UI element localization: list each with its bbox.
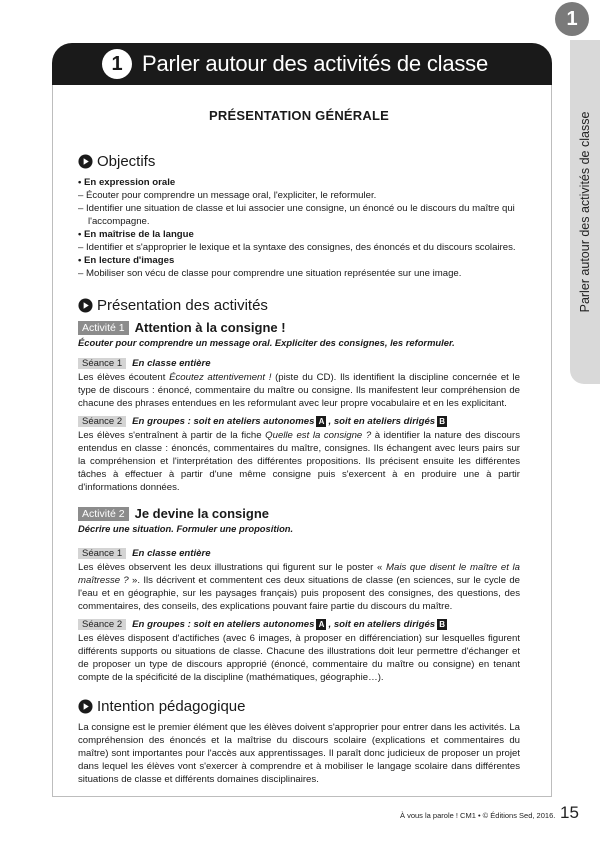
- activites-heading: Présentation des activités: [78, 297, 520, 314]
- presentation-title: PRÉSENTATION GÉNÉRALE: [209, 108, 389, 123]
- atelier-a-badge: A: [316, 619, 326, 630]
- objectif-item: – Identifier une situation de classe et lui associer une consigne, un énoncé ou le discours du maître qui l'accompagne.: [78, 203, 515, 227]
- seance-header: [78, 619, 520, 630]
- activity-title: Attention à la consigne !: [134, 320, 286, 335]
- page-number: 15: [560, 803, 579, 822]
- activity-1-header: [78, 320, 520, 335]
- objectif-group-heading: • En maîtrise de la langue: [78, 229, 194, 240]
- chapter-header: [52, 43, 552, 85]
- objectifs-list: [78, 176, 520, 280]
- seance-text: Les élèves écoutent Écoutez attentivement ! (piste du CD). Ils identifient la discipline concernée et le type de discours : énoncé, commentaire du maître ou consigne. Ils manifestent leur compréhension de chacune des phrases entendues en les reformulant avec leur propre vocabulaire et en les explicitant.: [78, 372, 520, 409]
- play-circle-icon: [78, 699, 93, 714]
- objectif-item: – Identifier et s'approprier le lexique et la syntaxe des consignes, des énoncés et du discours scolaires.: [78, 242, 516, 253]
- seance-tag: Séance 2: [78, 619, 126, 630]
- chapter-title: Parler autour des activités de classe: [142, 51, 488, 76]
- play-circle-icon: [78, 298, 93, 313]
- activity-title: Je devine la consigne: [134, 506, 269, 521]
- activity-tag: Activité 2: [78, 507, 129, 521]
- seance-tag: Séance 1: [78, 358, 126, 369]
- seance-title: En classe entière: [132, 548, 211, 559]
- intention-text: La consigne est le premier élément que les élèves doivent s'approprier pour entrer dans les activités. La compréhension des énoncés et la maîtrise du discours scolaire (explications et commentaires du maître) sont importantes pour l'accès aux apprentissages. Il paraît donc judicieux de proposer un projet dans lequel les élèves vont s'exercer à comprendre et à mobiliser le langage scolaire dans différentes situations de classe et différents domaines disciplinaires.: [78, 722, 520, 785]
- activity-subtitle: Décrire une situation. Formuler une proposition.: [78, 523, 294, 534]
- activity-tag: Activité 1: [78, 321, 129, 335]
- objectifs-heading: Objectifs: [78, 153, 520, 170]
- corner-number-badge: 1: [555, 2, 589, 36]
- intention-heading: Intention pédagogique: [78, 698, 520, 715]
- seance-title: En groupes : soit en ateliers autonomes A , soit en ateliers dirigés B: [132, 619, 449, 630]
- seance-header: [78, 548, 520, 559]
- chapter-number: 1: [102, 49, 132, 79]
- seance-title: En groupes : soit en ateliers autonomes A , soit en ateliers dirigés B: [132, 416, 449, 427]
- footer-credit: À vous la parole ! CM1 • © Éditions Sed, 2016.: [400, 811, 556, 820]
- seance-text: Les élèves observent les deux illustrations qui figurent sur le poster « Mais que disent le maître et la maîtresse ? ». Ils décrivent et commentent ces deux situations de classe (en sciences, sur le cycle de l'eau et en géographie, sur les paysages français) puis proposent des consignes, des questions, des commentaires, des conseils, des explications pouvant faire partie du discours du maître.: [78, 562, 520, 612]
- objectif-group-heading: • En expression orale: [78, 177, 176, 188]
- activity-subtitle: Écouter pour comprendre un message oral. Expliciter des consignes, les reformuler.: [78, 337, 455, 348]
- seance-header: [78, 358, 520, 369]
- seance-tag: Séance 1: [78, 548, 126, 559]
- play-circle-icon: [78, 154, 93, 169]
- seance-tag: Séance 2: [78, 416, 126, 427]
- objectif-group-heading: • En lecture d'images: [78, 255, 175, 266]
- atelier-a-badge: A: [316, 416, 326, 427]
- seance-title: En classe entière: [132, 358, 211, 369]
- seance-header: [78, 416, 520, 427]
- objectif-item: – Mobiliser son vécu de classe pour comprendre une situation représentée sur une image.: [78, 268, 462, 279]
- frame-bottom-border: [52, 796, 552, 797]
- activity-2-header: [78, 506, 520, 521]
- side-tab-label: Parler autour des activités de classe: [578, 111, 592, 313]
- content: [78, 100, 520, 786]
- atelier-b-badge: B: [437, 619, 447, 630]
- objectif-item: – Écouter pour comprendre un message oral, l'expliciter, le reformuler.: [78, 190, 377, 201]
- seance-text: Les élèves disposent d'actifiches (avec 6 images, à proposer en différenciation) sur lesquelles figurent différents supports ou situations de classe. Chacune des illustrations doit leur permettre d'échanger et de proposer un type de discours approprié (énoncé, commentaire du maître ou consigne) en tenant compte de la spécificité de la discipline (mathématiques, géographie…).: [78, 633, 520, 683]
- seance-text: Les élèves s'entraînent à partir de la fiche Quelle est la consigne ? à identifier la nature des discours entendus en classe : énoncés, commentaires du maître, consignes. Ils échangent avec leurs pairs sur la compréhension et l'interprétation des différentes propositions. Ils précisent ensuite les différentes tâches à effectuer à partir d'une même consigne puis s'exercent à en produire une à partir d'informations données.: [78, 430, 521, 493]
- atelier-b-badge: B: [437, 416, 447, 427]
